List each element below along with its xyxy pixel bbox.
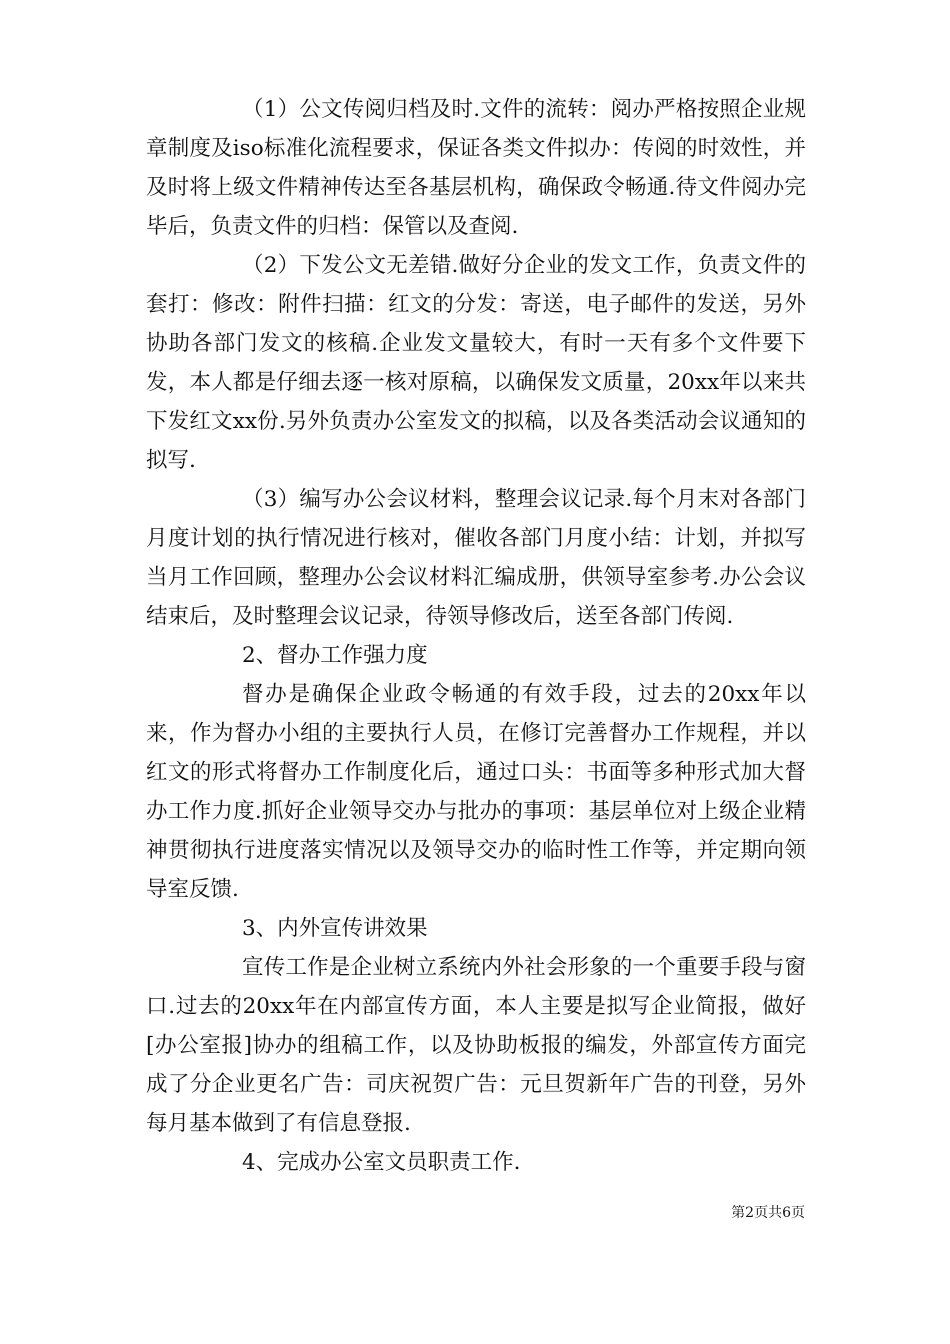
section-heading-3: 3、内外宣传讲效果 [242,916,428,941]
paragraph-supervision: 督办是确保企业政令畅通的有效手段，过去的20xx年以来，作为督办小组的主要执行人员，在修订完善督办工作规程，并以红文的形式将督办工作制度化后，通过口头：书面等多种形式加大督办工作力度.抓好企业领导交办与批办的事项：基层单位对上级企业精神贯彻执行进度落实情况以及领导交办的临时性工作等，并定期向领导室反馈. [146,682,806,902]
page-number-footer: 第2页共6页 [731,1205,805,1221]
paragraph-publicity: 宣传工作是企业树立系统内外社会形象的一个重要手段与窗口.过去的20xx年在内部宣传方面，本人主要是拟写企业简报，做好[办公室报]协办的组稿工作，以及协助板报的编发，外部宣传方面完成了分企业更名广告：司庆祝贺广告：元旦贺新年广告的刊登，另外每月基本做到了有信息登报. [146,955,806,1136]
paragraph-item-1: （1）公文传阅归档及时.文件的流转：阅办严格按照企业规章制度及iso标准化流程要求，保证各类文件拟办：传阅的时效性，并及时将上级文件精神传达至各基层机构，确保政令畅通.待文件阅办完毕后，负责文件的归档：保管以及查阅. [146,97,806,239]
section-heading-2: 2、督办工作强力度 [242,643,428,668]
document-body [146,90,806,1182]
paragraph-item-2: （2）下发公文无差错.做好分企业的发文工作，负责文件的套打：修改：附件扫描：红文的分发：寄送，电子邮件的发送，另外协助各部门发文的核稿.企业发文量较大，有时一天有多个文件要下发，本人都是仔细去逐一核对原稿，以确保发文质量，20xx年以来共下发红文xx份.另外负责办公室发文的拟稿，以及各类活动会议通知的拟写. [146,253,806,473]
paragraph-item-3: （3）编写办公会议材料，整理会议记录.每个月末对各部门月度计划的执行情况进行核对，催收各部门月度小结：计划，并拟写当月工作回顾，整理办公会议材料汇编成册，供领导室参考.办公会议结束后，及时整理会议记录，待领导修改后，送至各部门传阅. [146,487,806,629]
section-heading-4: 4、完成办公室文员职责工作. [242,1150,521,1175]
